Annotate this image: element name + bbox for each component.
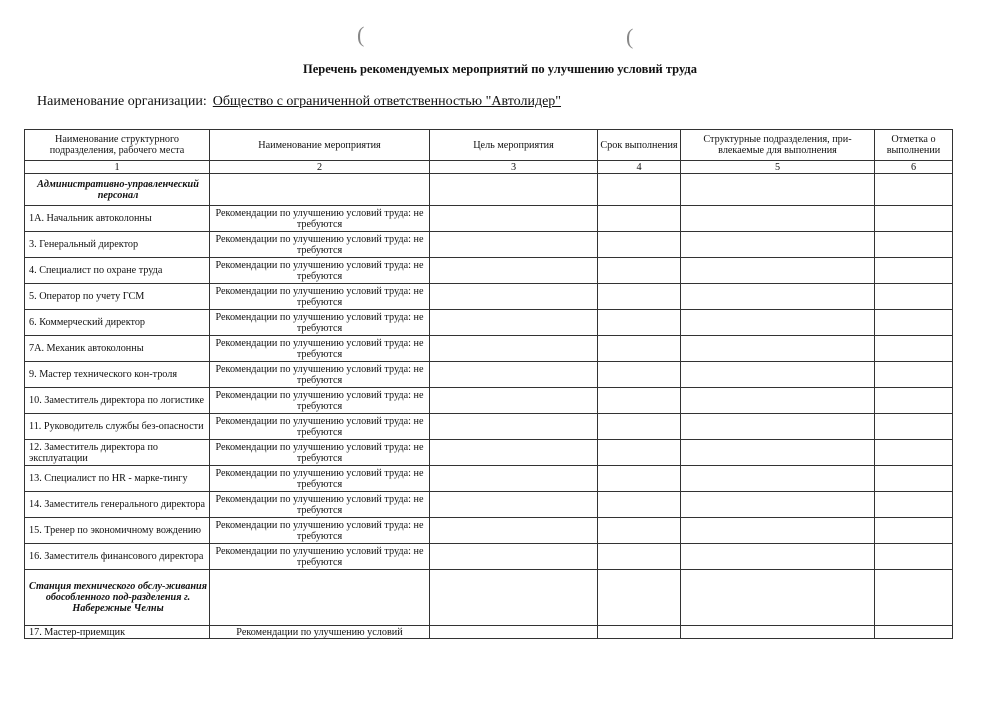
column-header: Наименование мероприятия (210, 130, 430, 161)
table-row (25, 440, 953, 466)
table-row (25, 310, 953, 336)
column-number: 2 (210, 161, 430, 174)
measure-text: Рекомендации по улучшению условий труда: не требуются (210, 258, 430, 284)
table-row (25, 518, 953, 544)
measure-text: Рекомендации по улучшению условий труда: не требуются (210, 336, 430, 362)
measure-text: Рекомендации по улучшению условий труда: не требуются (210, 440, 430, 466)
workplace-name: 15. Тренер по экономичному вождению (25, 518, 210, 544)
table-row (25, 466, 953, 492)
table-row (25, 258, 953, 284)
table-row (25, 336, 953, 362)
scan-mark-right: ( (626, 24, 634, 49)
organization-label: Наименование организации: (37, 94, 207, 109)
table-row (25, 414, 953, 440)
table-header-row (25, 130, 953, 161)
table-row (25, 388, 953, 414)
workplace-name: 9. Мастер технического кон-троля (25, 362, 210, 388)
table-row (25, 544, 953, 570)
workplace-name: 4. Специалист по охране труда (25, 258, 210, 284)
measure-text: Рекомендации по улучшению условий труда: не требуются (210, 466, 430, 492)
measure-text: Рекомендации по улучшению условий труда: не требуются (210, 284, 430, 310)
measure-text: Рекомендации по улучшению условий труда: не требуются (210, 518, 430, 544)
column-header: Отметка о выполнении (875, 130, 953, 161)
workplace-name: 10. Заместитель директора по логистике (25, 388, 210, 414)
column-header: Структурные подразделения, при-влекаемые для выполнения (681, 130, 875, 161)
column-number: 3 (430, 161, 598, 174)
workplace-name: 3. Генеральный директор (25, 232, 210, 258)
column-number-row (25, 161, 953, 174)
table-row (25, 206, 953, 232)
measure-text: Рекомендации по улучшению условий труда: не требуются (210, 492, 430, 518)
column-number: 6 (875, 161, 953, 174)
measure-text: Рекомендации по улучшению условий (210, 626, 430, 639)
column-number: 4 (598, 161, 681, 174)
section-row (25, 570, 953, 626)
workplace-name: 1А. Начальник автоколонны (25, 206, 210, 232)
column-header: Наименование структурного подразделения, рабочего места (25, 130, 210, 161)
page-title: Перечень рекомендуемых мероприятий по улучшению условий труда (302, 62, 698, 76)
workplace-name: 5. Оператор по учету ГСМ (25, 284, 210, 310)
workplace-name: 16. Заместитель финансового директора (25, 544, 210, 570)
measure-text: Рекомендации по улучшению условий труда: не требуются (210, 232, 430, 258)
measure-text: Рекомендации по улучшению условий труда: не требуются (210, 206, 430, 232)
section-title: Административно-управленческий персонал (25, 174, 210, 206)
column-header: Срок выполнения (598, 130, 681, 161)
workplace-name: 13. Специалист по HR - марке-тингу (25, 466, 210, 492)
table-row (25, 362, 953, 388)
organization-line (37, 94, 561, 110)
section-title: Станция технического обслу-живания обособленного под-разделения г. Набережные Челны (25, 570, 210, 626)
column-header: Цель мероприятия (430, 130, 598, 161)
organization-name: Общество с ограниченной ответственностью "Автолидер" (212, 94, 562, 109)
table-row (25, 232, 953, 258)
workplace-name: 12. Заместитель директора по эксплуатации (25, 440, 210, 466)
measure-text: Рекомендации по улучшению условий труда: не требуются (210, 362, 430, 388)
measure-text: Рекомендации по улучшению условий труда: не требуются (210, 310, 430, 336)
column-number: 1 (25, 161, 210, 174)
measure-text: Рекомендации по улучшению условий труда: не требуются (210, 414, 430, 440)
section-row (25, 174, 953, 206)
table-row (25, 626, 953, 639)
scan-mark-left: ( (357, 22, 365, 47)
workplace-name: 11. Руководитель службы без-опасности (25, 414, 210, 440)
measure-text: Рекомендации по улучшению условий труда: не требуются (210, 544, 430, 570)
table-row (25, 492, 953, 518)
measure-text: Рекомендации по улучшению условий труда: не требуются (210, 388, 430, 414)
workplace-name: 6. Коммерческий директор (25, 310, 210, 336)
workplace-name: 7А. Механик автоколонны (25, 336, 210, 362)
column-number: 5 (681, 161, 875, 174)
table-row (25, 284, 953, 310)
workplace-name: 17. Мастер-приемщик (25, 626, 210, 639)
workplace-name: 14. Заместитель генерального директора (25, 492, 210, 518)
measures-table (24, 129, 953, 639)
